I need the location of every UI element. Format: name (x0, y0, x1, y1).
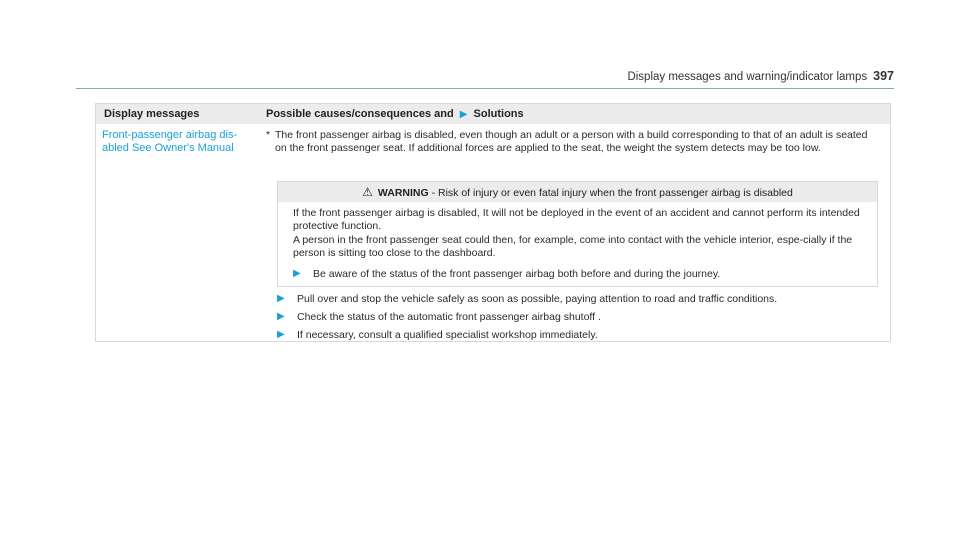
cause-text: The front passenger airbag is disabled, even though an adult or a person with a build corresponding to that of an adult is seated on the front passenger seat. If additional forces are applied to the seat, the weight the system detects may be too low. (275, 129, 868, 154)
warning-box (277, 181, 878, 287)
column-header-causes-text: Possible causes/consequences and (266, 108, 454, 120)
warning-bullet-text: Be aware of the status of the front passenger airbag both before and during the journey. (313, 268, 721, 280)
column-header-display-messages: Display messages (104, 108, 200, 120)
page-number: 397 (873, 69, 894, 83)
column-header-causes-solutions (266, 108, 524, 120)
table-header-row (96, 104, 890, 124)
solution-item (277, 311, 897, 324)
arrow-right-icon: ▶ (459, 109, 468, 120)
display-message-line-2: abled See Owner's Manual (102, 142, 234, 154)
warning-triangle-icon: ⚠ (362, 185, 373, 199)
solution-item (277, 293, 897, 306)
solution-item (277, 329, 897, 342)
warning-label: WARNING (377, 187, 429, 199)
warning-paragraph-1: If the front passenger airbag is disabled, It will not be deployed in the event of an accident and cannot perform its intended protective function. (293, 207, 860, 232)
cause-marker: * (266, 129, 271, 141)
bullet-arrow-icon: ▶ (277, 311, 285, 322)
solution-text: Pull over and stop the vehicle safely as soon as possible, paying attention to road and traffic conditions. (297, 293, 778, 305)
bullet-arrow-icon: ▶ (277, 293, 285, 304)
solution-text: Check the status of the automatic front passenger airbag shutoff . (297, 311, 601, 323)
warning-header (278, 182, 877, 202)
warning-body (293, 207, 868, 261)
display-message-line-1: Front-passenger airbag dis- (102, 129, 238, 141)
cause-text-block (266, 129, 873, 154)
warning-title: - Risk of injury or even fatal injury when the front passenger airbag is disabled (428, 187, 793, 199)
display-message-label (102, 129, 252, 155)
header-rule (76, 88, 894, 89)
warning-paragraph-2: A person in the front passenger seat could then, for example, come into contact with the vehicle interior, espe-cially if the person is sitting too close to the dashboard. (293, 234, 853, 259)
warning-bullet (293, 268, 888, 281)
page-header (627, 69, 894, 83)
display-messages-table (95, 103, 891, 342)
column-header-solutions-text: Solutions (473, 108, 524, 120)
solution-text: If necessary, consult a qualified specialist workshop immediately. (297, 329, 598, 341)
page-header-title: Display messages and warning/indicator lamps (627, 71, 868, 83)
bullet-arrow-icon: ▶ (293, 268, 301, 279)
bullet-arrow-icon: ▶ (277, 329, 285, 340)
